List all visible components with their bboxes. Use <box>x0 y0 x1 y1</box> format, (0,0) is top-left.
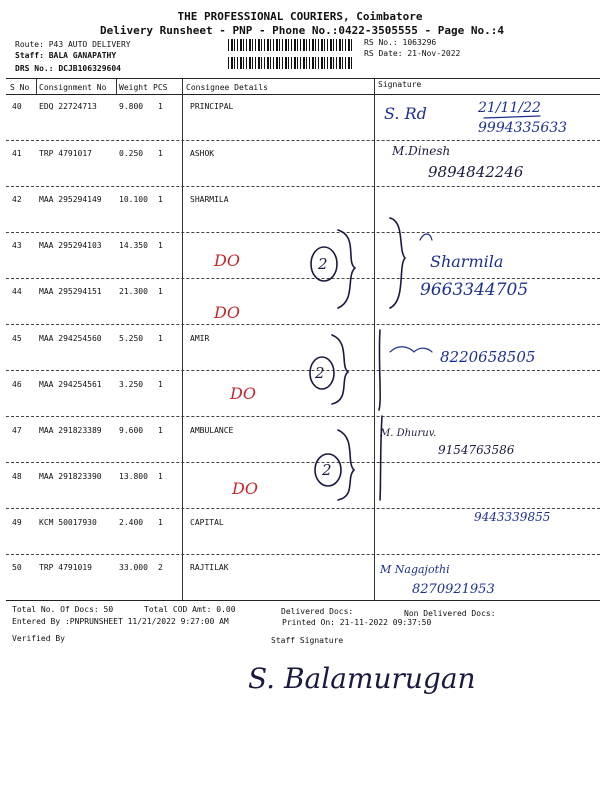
runsheet-subtitle: Delivery Runsheet - PNP - Phone No.:0422-3505555 - Page No.:4 <box>100 24 504 37</box>
row-weight: 5.250 <box>119 334 144 343</box>
row-consignment: KCM 50017930 <box>39 518 97 527</box>
col-header-consignee: Consignee Details <box>186 83 268 92</box>
count-mark: 2 <box>315 364 325 382</box>
row-pcs: 1 <box>158 518 163 527</box>
phone-handwritten-row-40: 9994335633 <box>478 120 568 136</box>
drs-number: DRS No.: DCJB106329604 <box>15 64 121 73</box>
staff-signature: S. Balamurugan <box>248 662 476 695</box>
row-consignment: EDQ 22724713 <box>39 102 97 111</box>
row-weight: 3.250 <box>119 380 144 389</box>
row-sno: 40 <box>12 102 22 111</box>
signature-row-41: M.Dinesh <box>392 144 451 158</box>
count-circle <box>311 247 337 281</box>
do-mark: DO <box>232 479 258 498</box>
phone-handwritten-row-49: 9443339855 <box>474 510 551 524</box>
count-mark: 2 <box>318 255 328 273</box>
col-header-weight: Weight <box>119 83 148 92</box>
printed-on: Printed On: 21-11-2022 09:37:50 <box>282 618 432 627</box>
row-sno: 49 <box>12 518 22 527</box>
phone-handwritten-row-47: 9154763586 <box>438 443 515 457</box>
row-consignment: MAA 294254561 <box>39 380 102 389</box>
row-consignment: TRP 4791017 <box>39 149 92 158</box>
row-weight: 21.300 <box>119 287 148 296</box>
row-pcs: 1 <box>158 195 163 204</box>
count-circle <box>315 454 341 486</box>
rs-date: RS Date: 21-Nov-2022 <box>364 49 461 58</box>
staff-label: Staff: BALA GANAPATHY <box>15 51 117 60</box>
col-header-consignment: Consignment No <box>39 83 107 92</box>
date-handwritten-row-40: 21/11/22 <box>478 100 541 116</box>
row-weight: 10.100 <box>119 195 148 204</box>
row-pcs: 1 <box>158 426 163 435</box>
row-pcs: 1 <box>158 241 163 250</box>
row-sno: 41 <box>12 149 22 158</box>
verified-by: Verified By <box>12 634 65 643</box>
do-mark: DO <box>230 384 256 403</box>
signature-row-42: Sharmila <box>430 252 504 271</box>
row-weight: 0.250 <box>119 149 144 158</box>
row-weight: 14.350 <box>119 241 148 250</box>
row-sno: 45 <box>12 334 22 343</box>
row-sno: 46 <box>12 380 22 389</box>
row-consignee: SHARMILA <box>190 195 229 204</box>
row-sno: 42 <box>12 195 22 204</box>
row-consignment: MAA 291823390 <box>39 472 102 481</box>
total-docs: Total No. Of Docs: 50 <box>12 605 114 614</box>
row-consignment: MAA 295294151 <box>39 287 102 296</box>
delivered-docs: Delivered Docs: <box>281 607 354 616</box>
row-pcs: 2 <box>158 563 163 572</box>
row-sno: 44 <box>12 287 22 296</box>
row-pcs: 1 <box>158 334 163 343</box>
rs-number: RS No.: 1063296 <box>364 38 437 47</box>
staff-signature-label: Staff Signature <box>271 636 344 645</box>
row-sno: 48 <box>12 472 22 481</box>
row-consignee: RAJTILAK <box>190 563 229 572</box>
row-sno: 43 <box>12 241 22 250</box>
company-title: THE PROFESSIONAL COURIERS, Coimbatore <box>177 10 423 23</box>
entered-by: Entered By :PNPRUNSHEET 11/21/2022 9:27:00 AM <box>12 617 229 626</box>
row-pcs: 1 <box>158 102 163 111</box>
row-consignee: ASHOK <box>190 149 215 158</box>
row-weight: 2.400 <box>119 518 144 527</box>
row-pcs: 1 <box>158 472 163 481</box>
phone-handwritten-row-50: 8270921953 <box>412 582 495 597</box>
total-cod: Total COD Amt: 0.00 <box>144 605 236 614</box>
col-header-signature: Signature <box>378 80 422 89</box>
row-consignment: MAA 294254560 <box>39 334 102 343</box>
row-weight: 9.600 <box>119 426 144 435</box>
brace-stroke <box>338 230 355 308</box>
row-sno: 50 <box>12 563 22 572</box>
row-weight: 33.000 <box>119 563 148 572</box>
do-mark: DO <box>214 303 240 322</box>
row-consignee: AMBULANCE <box>190 426 234 435</box>
row-weight: 9.800 <box>119 102 144 111</box>
row-consignee: CAPITAL <box>190 518 224 527</box>
row-consignment: MAA 295294149 <box>39 195 102 204</box>
phone-handwritten-row-42: 9663344705 <box>420 280 529 300</box>
row-weight: 13.800 <box>119 472 148 481</box>
count-mark: 2 <box>322 461 332 479</box>
phone-handwritten-row-41: 9894842246 <box>428 163 524 181</box>
row-pcs: 1 <box>158 149 163 158</box>
non-delivered-docs: Non Delivered Docs: <box>404 609 496 618</box>
row-consignment: TRP 4791019 <box>39 563 92 572</box>
signature-row-40: S. Rd <box>384 104 427 123</box>
route-label: Route: P43 AUTO DELIVERY <box>15 40 131 49</box>
row-consignee: PRINCIPAL <box>190 102 234 111</box>
signature-row-47: M. Dhuruv. <box>380 428 437 439</box>
col-header-pcs: PCS <box>153 83 168 92</box>
do-mark: DO <box>214 251 240 270</box>
col-header-sno: S No <box>10 83 30 92</box>
row-consignee: AMIR <box>190 334 210 343</box>
row-consignment: MAA 295294103 <box>39 241 102 250</box>
count-circle <box>310 357 334 389</box>
signature-row-50: M Nagajothi <box>380 563 450 576</box>
row-sno: 47 <box>12 426 22 435</box>
phone-handwritten-row-45: 8220658505 <box>440 348 536 366</box>
row-pcs: 1 <box>158 380 163 389</box>
row-pcs: 1 <box>158 287 163 296</box>
row-consignment: MAA 291823389 <box>39 426 102 435</box>
